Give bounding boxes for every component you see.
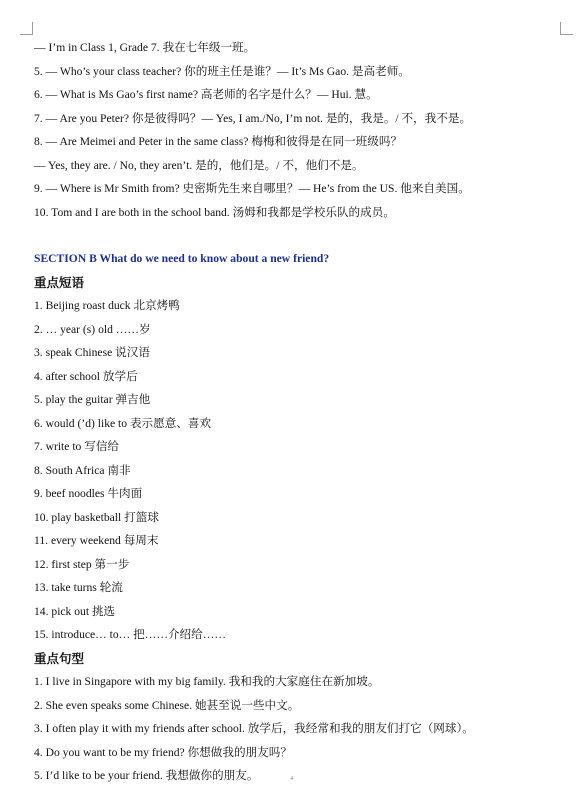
dialogue-line: 6. — What is Ms Gao’s first name? 高老师的名字是什么？— Hui. 慧。	[34, 88, 378, 101]
dialogue-line: 5. — Who’s your class teacher? 你的班主任是谁？— It’s Ms Gao. 是高老师。	[34, 64, 410, 78]
phrase-item: 6. would (’d) like to 表示愿意、喜欢	[34, 416, 212, 430]
phrase-item: 13. take turns 轮流	[34, 581, 123, 594]
top-left-crop-mark	[20, 22, 33, 35]
sentence-item: 1. I live in Singapore with my big family. 我和我的大家庭住在新加坡。	[34, 675, 380, 688]
phrase-item: 14. pick out 挑选	[34, 604, 116, 618]
phrase-item: 8. South Africa 南非	[34, 463, 131, 477]
phrase-item: 2. … year (s) old ……岁	[34, 322, 151, 336]
spacer	[34, 224, 574, 247]
dialogue-line: — Yes, they are. / No, they aren’t. 是的，他们是。/ 不，他们不是。	[34, 158, 364, 172]
dialogue-list	[34, 36, 574, 224]
sentence-item: 2. She even speaks some Chinese. 她甚至说一些中文。	[34, 698, 300, 712]
phrase-item: 7. write to 写信给	[34, 440, 120, 453]
sentence-item: 5. I’d like to be your friend. 我想做你的朋友。	[34, 769, 259, 782]
phrase-item: 15. introduce… to… 把……介绍给……	[34, 628, 226, 641]
dialogue-line: 8. — Are Meimei and Peter in the same class? 梅梅和彼得是在同一班级吗？	[34, 135, 403, 148]
dialogue-line: — I’m in Class 1, Grade 7. 我在七年级一班。	[34, 41, 256, 54]
sentence-item: 3. I often play it with my friends after school. 放学后，我经常和我的朋友们打它（网球）。	[34, 722, 474, 735]
phrase-item: 11. every weekend 每周末	[34, 534, 159, 547]
phrase-item: 1. Beijing roast duck 北京烤鸭	[34, 299, 180, 312]
phrase-item: 10. play basketball 打篮球	[34, 510, 159, 524]
phrases-heading: 重点短语	[34, 274, 85, 290]
top-right-crop-mark	[560, 22, 573, 35]
dialogue-line: 7. — Are you Peter? 你是彼得吗？— Yes, I am./No, I’m not. 是的，我是。/ 不，我不是。	[34, 111, 472, 125]
phrase-item: 4. after school 放学后	[34, 369, 138, 383]
sentence-list	[34, 670, 574, 788]
dialogue-line: 9. — Where is Mr Smith from? 史密斯先生来自哪里？— He’s from the US. 他来自美国。	[34, 182, 470, 195]
section-title: SECTION B What do we need to know about a new friend?	[34, 252, 330, 265]
sentence-item: 4. Do you want to be my friend? 你想做我的朋友吗？	[34, 745, 292, 759]
phrase-list	[34, 294, 574, 647]
phrase-item: 3. speak Chinese 说汉语	[34, 346, 150, 359]
document-body	[34, 36, 574, 788]
dialogue-line: 10. Tom and I are both in the school band. 汤姆和我都是学校乐队的成员。	[34, 205, 395, 219]
page-number: 4	[290, 776, 293, 782]
phrase-item: 12. first step 第一步	[34, 557, 130, 571]
phrase-item: 9. beef noodles 牛肉面	[34, 487, 143, 500]
sentences-heading: 重点句型	[34, 650, 85, 666]
phrase-item: 5. play the guitar 弹吉他	[34, 393, 151, 406]
